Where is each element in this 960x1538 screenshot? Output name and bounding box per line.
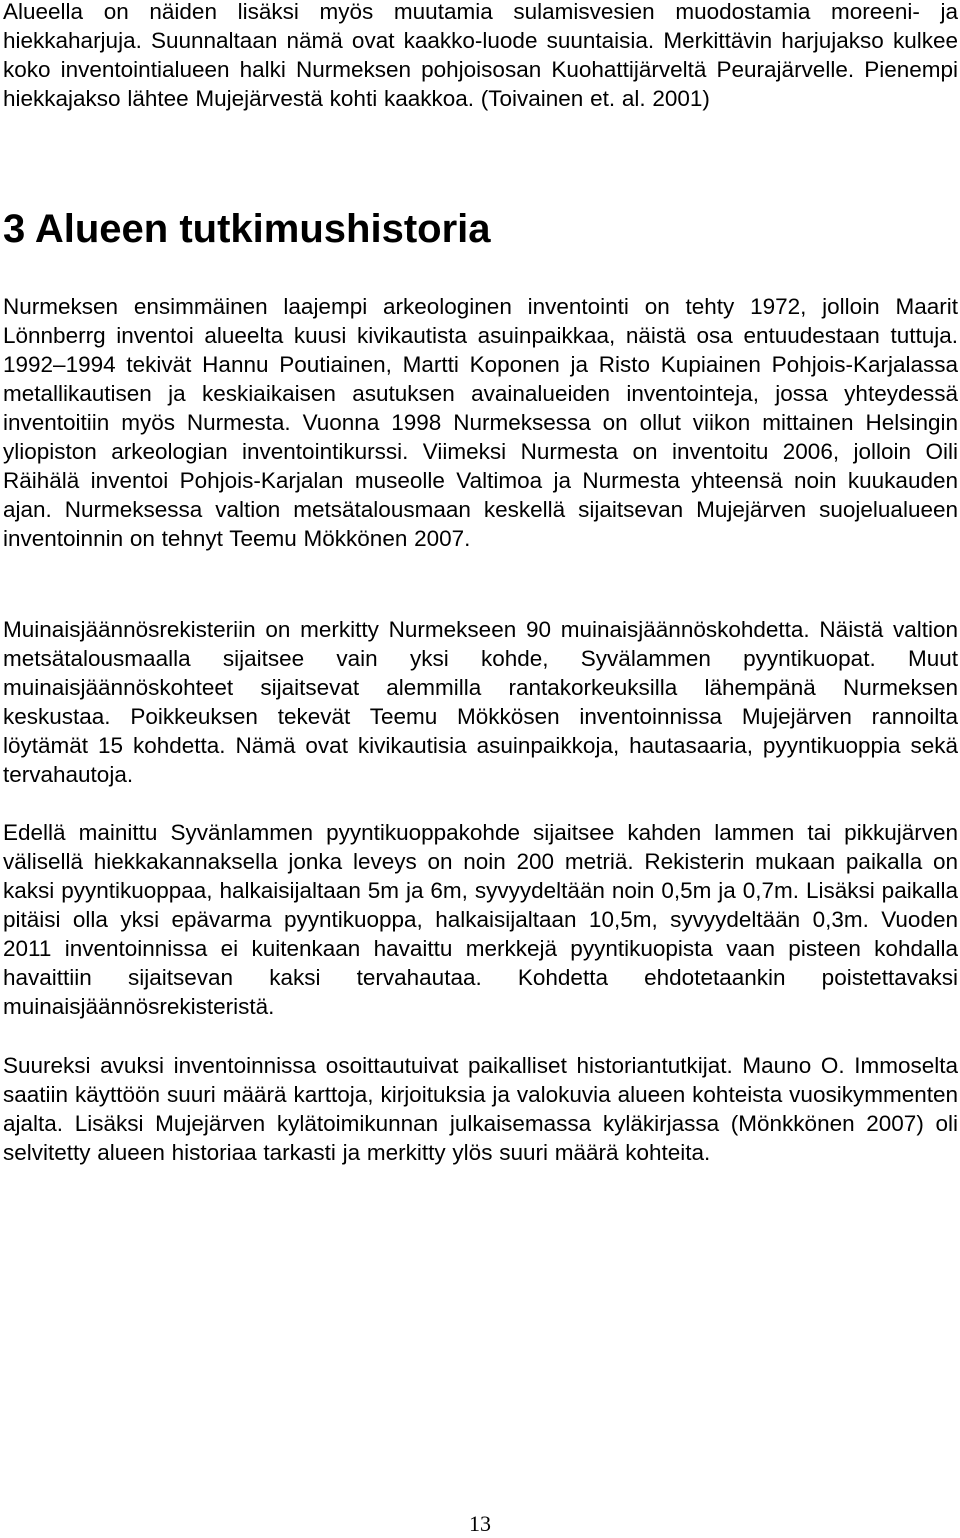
body-paragraph: Suureksi avuksi inventoinnissa osoittautuivat paikalliset historiantutkijat. Mauno O. Immoselta saatiin käyttöön suuri määrä karttoja, kirjoituksia ja valokuvia alueen kohteista vuosikymmenten ajalta. Lisäksi Mujejärven kylätoimikunnan julkaisemassa kyläkirjassa (Mönkkönen 2007) oli selvitetty alueen historiaa tarkasti ja merkitty ylös suuri määrä kohteita. xyxy=(3,1053,958,1165)
section-heading: 3 Alueen tutkimushistoria xyxy=(3,207,491,251)
intro-paragraph: Alueella on näiden lisäksi myös muutamia sulamisvesien muodostamia moreeni- ja hiekkaharjuja. Suunnaltaan nämä ovat kaakko-luode suuntaisia. Merkittävin harjujakso kulkee koko inventointialueen halki Nurmeksen pohjoisosan Kuohattijärveltä Peurajärvelle. Pienempi hiekkajakso lähtee Mujejärvestä kohti kaakkoa. (Toivainen et. al. 2001) xyxy=(3,0,958,111)
body-paragraph: Muinaisjäännösrekisteriin on merkitty Nurmekseen 90 muinaisjäännöskohdetta. Näistä valtion metsätalousmaalla sijaitsee vain yksi kohde, Syvälammen pyyntikuopat. Muut muinaisjäännöskohteet sijaitsevat alemmilla rantakorkeuksilla lähempänä Nurmeksen keskustaa. Poikkeuksen tekevät Teemu Mökkösen inventoinnissa Mujejärven rannoilta löytämät 15 kohdetta. Nämä ovat kivikautisia asuinpaikkoja, hautasaaria, pyyntikuoppia sekä tervahautoja. xyxy=(3,617,958,787)
paragraph-syvalampi xyxy=(3,818,958,1021)
page-content xyxy=(3,0,958,1165)
paragraph-local-historians xyxy=(3,1051,958,1167)
paragraph-research-history xyxy=(3,292,958,553)
body-paragraph: Nurmeksen ensimmäinen laajempi arkeologinen inventointi on tehty 1972, jolloin Maarit Lönnberrg inventoi alueelta kuusi kivikautista asuinpaikkaa, näistä osa entuudestaan tuttuja. 1992–1994 tekivät Hannu Poutiainen, Martti Koponen ja Risto Kupiainen Pohjois-Karjalassa metallikautisen ja keskiaikaisen asutuksen avainalueiden inventointeja, jossa yhteydessä inventoitiin myös Nurmesta. Vuonna 1998 Nurmeksessa on ollut viikon mittainen Helsingin yliopiston arkeologian inventointikurssi. Viimeksi Nurmesta on inventoitu 2006, jolloin Oili Räihälä inventoi Pohjois-Karjalan museolle Valtimoa ja Nurmesta yhteensä noin kuukauden ajan. Nurmeksessa valtion metsätalousmaan keskellä sijaitsevan Mujejärven suojelualueen inventoinnin on tehnyt Teemu Mökkönen 2007. xyxy=(3,294,958,551)
page-number: 13 xyxy=(469,1511,491,1536)
body-paragraph: Edellä mainittu Syvänlammen pyyntikuoppakohde sijaitsee kahden lammen tai pikkujärven välisellä hiekkakannaksella jonka leveys on noin 200 metriä. Rekisterin mukaan paikalla on kaksi pyyntikuoppaa, halkaisijaltaan 5m ja 6m, syvyydeltään noin 0,5m ja 0,7m. Lisäksi paikalla pitäisi olla yksi epävarma pyyntikuoppa, halkaisijaltaan 10,5m, syvyydeltään 0,3m. Vuoden 2011 inventoinnissa ei kuitenkaan havaittu merkkejä pyyntikuopista vaan pisteen kohdalla havaittiin sijaitsevan kaksi tervahautaa. Kohdetta ehdotetaankin poistettavaksi muinaisjäännösrekisteristä. xyxy=(3,820,958,1019)
paragraph-register xyxy=(3,615,958,789)
